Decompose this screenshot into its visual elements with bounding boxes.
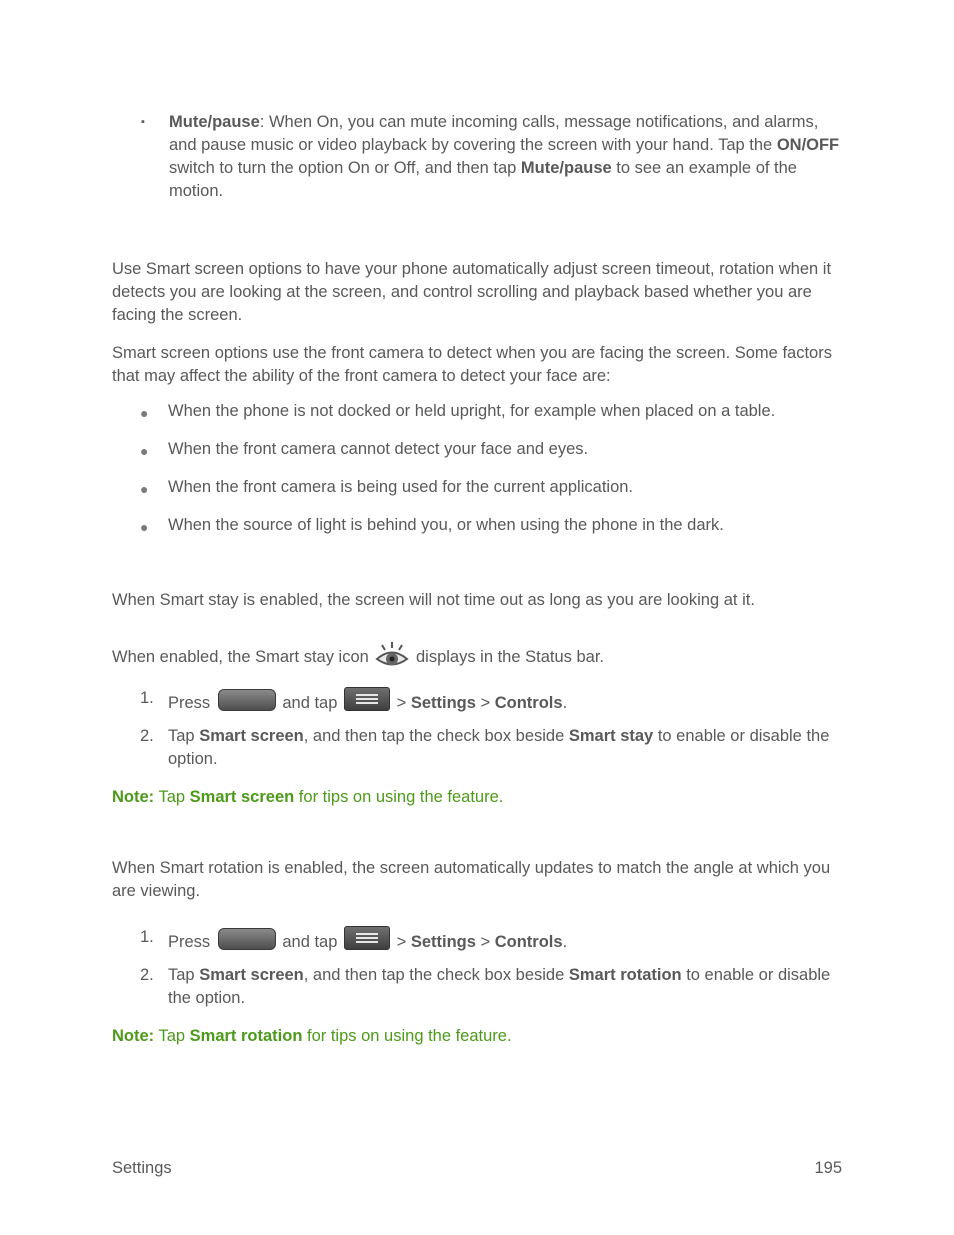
mute-pause-term: Mute/pause — [169, 113, 260, 131]
list-item: ● When the phone is not docked or held upright, for example when placed on a table. — [168, 402, 775, 425]
round-bullet-icon: ● — [140, 519, 149, 535]
square-bullet-icon: ▪ — [141, 116, 145, 128]
document-page: ▪ Mute/pause: When On, you can mute incoming calls, message notifications, and alarms, and pause music or video playback by covering the screen with your hand. Tap the ON/OFF switch to turn the option On or Off, and then tap Mute/pause to see an example of the motion. Use Smart screen options to have your phone automatically adjust screen timeout, rotation when it detects you are looking at the screen, and control scrolling and playback based whether you are facing the screen. Smart screen options use the front camera to detect when you are facing the screen. Some factors that may affect the ability of the front camera to detect your face are: ● When the phone is not docked or held upright, for example when placed on a table. ● When the front camera cannot detect your face and eyes. ● When the front camera is being used for the current application. ● When the source of light is behind you, or when using the phone in the dark. When Smart stay is enabled, the screen will not time out as long as you are looking at it. When enabled, the Smart stay icon displays in the Status bar. 1. Press and tap > Settings > Controls. 2. Tap Smart screen, and then tap the check box beside Smart stay to enable or disable the option. Note: Tap Smart screen for tips on using the feature. When Smart rotation is enabled, the screen automatically updates to match the angle at which you are viewing. 1. Press and tap > Settings > Controls. 2. Tap Smart screen, and then tap the check box beside Smart rotation to enable or disable the option. Note: Tap Smart rotation for tips on using the feature. Settings 195 — [112, 0, 842, 1235]
home-key-icon — [218, 928, 276, 950]
menu-key-icon — [344, 687, 390, 711]
smart-screen-intro: Use Smart screen options to have your phone automatically adjust screen timeout, rotation when it detects you are looking at the screen, and control scrolling and playback based whether you are facing the screen. — [112, 260, 832, 324]
menu-key-icon — [344, 926, 390, 950]
smart-stay-intro: When Smart stay is enabled, the screen will not time out as long as you are looking at it. — [112, 591, 755, 609]
footer-page-number: 195 — [814, 1159, 842, 1177]
round-bullet-icon: ● — [140, 481, 149, 497]
smart-stay-eye-icon — [375, 640, 409, 670]
list-item: ● When the source of light is behind you, or when using the phone in the dark. — [168, 516, 724, 539]
mute-pause-text: Mute/pause: When On, you can mute incoming calls, message notifications, and alarms, and pause music or video playback by covering the screen with your hand. Tap the ON/OFF switch to turn the option On or Off, and then tap Mute/pause to see an example of the motion. — [169, 113, 840, 200]
footer-section-name: Settings — [112, 1159, 172, 1177]
list-item: ● When the front camera cannot detect your face and eyes. — [168, 440, 588, 463]
home-key-icon — [218, 689, 276, 711]
mute-pause-item — [141, 111, 841, 203]
round-bullet-icon: ● — [140, 405, 149, 421]
list-item: ● When the front camera is being used for the current application. — [168, 478, 633, 501]
smart-stay-note: Note: Tap Smart screen for tips on using the feature. — [112, 788, 504, 806]
smart-stay-icon-paragraph: When enabled, the Smart stay icon displays in the Status bar. — [112, 640, 842, 670]
smart-screen-camera-paragraph: Smart screen options use the front camera to detect when you are facing the screen. Some factors that may affect the ability of the front camera to detect your face are: — [112, 344, 832, 385]
smart-rotation-note: Note: Tap Smart rotation for tips on using the feature. — [112, 1027, 512, 1045]
round-bullet-icon: ● — [140, 443, 149, 459]
smart-rotation-intro: When Smart rotation is enabled, the screen automatically updates to match the angle at which you are viewing. — [112, 859, 831, 900]
